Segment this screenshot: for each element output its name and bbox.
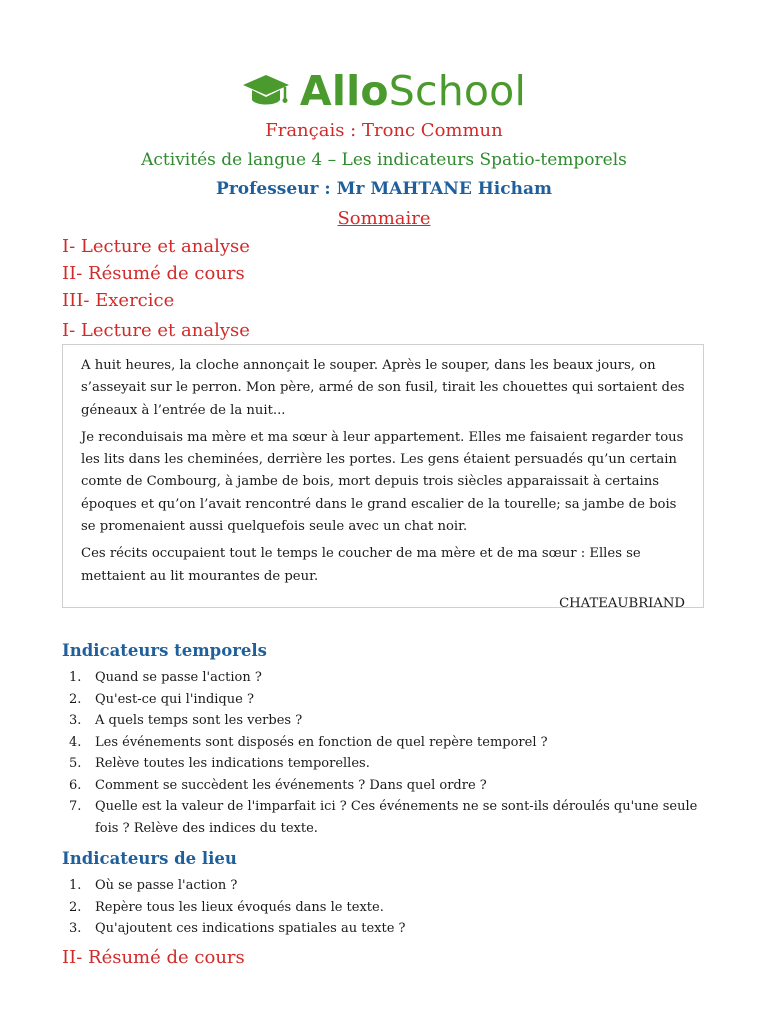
question-text: Relève toutes les indications temporelles. (95, 756, 370, 771)
professor-name: Professeur : Mr MAHTANE Hicham (216, 179, 552, 199)
question-text: Qu'ajoutent ces indications spatiales au texte ? (95, 921, 406, 936)
reading-text-box (62, 344, 704, 611)
alloschool-logo[interactable] (0, 68, 768, 114)
question-text: Quand se passe l'action ? (95, 670, 262, 685)
list-item (66, 710, 706, 732)
list-number: 5. (69, 756, 82, 771)
list-item (66, 796, 706, 839)
text-paragraph-2: Je reconduisais ma mère et ma sœur à leur appartement. Elles me faisaient regarder tous les lits dans les cheminées, derrière les portes. Les gens étaient persuadés qu’un certain comte de Combourg, à jambe de bois, mort depuis trois siècles apparaissait à certains époques et qu’on l’avait rencontré dans le grand escalier de la tourelle; sa jambe de bois se promenaient aussi quelquefois seule avec un chat noir. (81, 429, 684, 535)
list-item (66, 897, 706, 919)
list-number: 2. (69, 899, 82, 915)
list-number: 4. (69, 734, 82, 750)
section-title-lecture: I- Lecture et analyse (62, 320, 250, 341)
question-text: A quels temps sont les verbes ? (95, 713, 303, 728)
graduation-cap-icon (242, 73, 290, 109)
list-number: 6. (69, 777, 82, 793)
list-number: 1. (69, 878, 82, 893)
logo-word-regular: School (388, 67, 527, 115)
summary-item-resume[interactable]: II- Résumé de cours (62, 263, 245, 284)
question-text: Repère tous les lieux évoqués dans le texte. (95, 899, 384, 915)
list-item (66, 667, 706, 689)
list-number: 1. (69, 670, 82, 685)
text-paragraph-1: A huit heures, la cloche annonçait le souper. Après le souper, dans les beaux jours, on s’asseyait sur le perron. Mon père, armé de son fusil, tirait les chouettes qui sortaient des géneaux à l’entrée de la nuit... (81, 358, 685, 418)
question-text: Comment se succèdent les événements ? Dans quel ordre ? (95, 777, 487, 793)
logo-wordmark (300, 68, 526, 114)
place-indicators-heading: Indicateurs de lieu (62, 849, 237, 868)
list-item (66, 775, 706, 797)
place-questions-list (66, 875, 706, 940)
list-item (66, 689, 706, 711)
list-number: 3. (69, 713, 82, 728)
summary-heading: Sommaire (337, 208, 431, 229)
text-paragraph-3: Ces récits occupaient tout le temps le coucher de ma mère et de ma sœur : Elles se mettaient au lit mourantes de peur. (81, 546, 641, 584)
question-text: Quelle est la valeur de l'imparfait ici ? Ces événements ne se sont-ils déroulés qu'une seule fois ? Relève des indices du texte. (95, 799, 698, 836)
logo-inner (242, 68, 526, 114)
list-item (66, 875, 706, 897)
list-item (66, 732, 706, 754)
temporal-questions-list (66, 667, 706, 839)
text-author: CHATEAUBRIAND (559, 595, 685, 611)
question-text: Les événements sont disposés en fonction de quel repère temporel ? (95, 734, 548, 750)
subject-title: Français : Tronc Commun (265, 120, 503, 141)
list-number: 2. (69, 691, 82, 707)
list-item (66, 753, 706, 775)
logo-word-bold: Allo (299, 67, 389, 115)
list-number: 7. (69, 799, 82, 814)
activity-title: Activités de langue 4 – Les indicateurs Spatio-temporels (141, 150, 627, 170)
question-text: Qu'est-ce qui l'indique ? (95, 691, 254, 707)
list-item (66, 918, 706, 940)
summary-item-exercice[interactable]: III- Exercice (62, 290, 175, 311)
question-text: Où se passe l'action ? (95, 878, 238, 893)
section-title-resume: II- Résumé de cours (62, 947, 245, 968)
temporal-indicators-heading: Indicateurs temporels (62, 641, 267, 660)
list-number: 3. (69, 921, 82, 936)
summary-item-lecture[interactable]: I- Lecture et analyse (62, 236, 250, 257)
